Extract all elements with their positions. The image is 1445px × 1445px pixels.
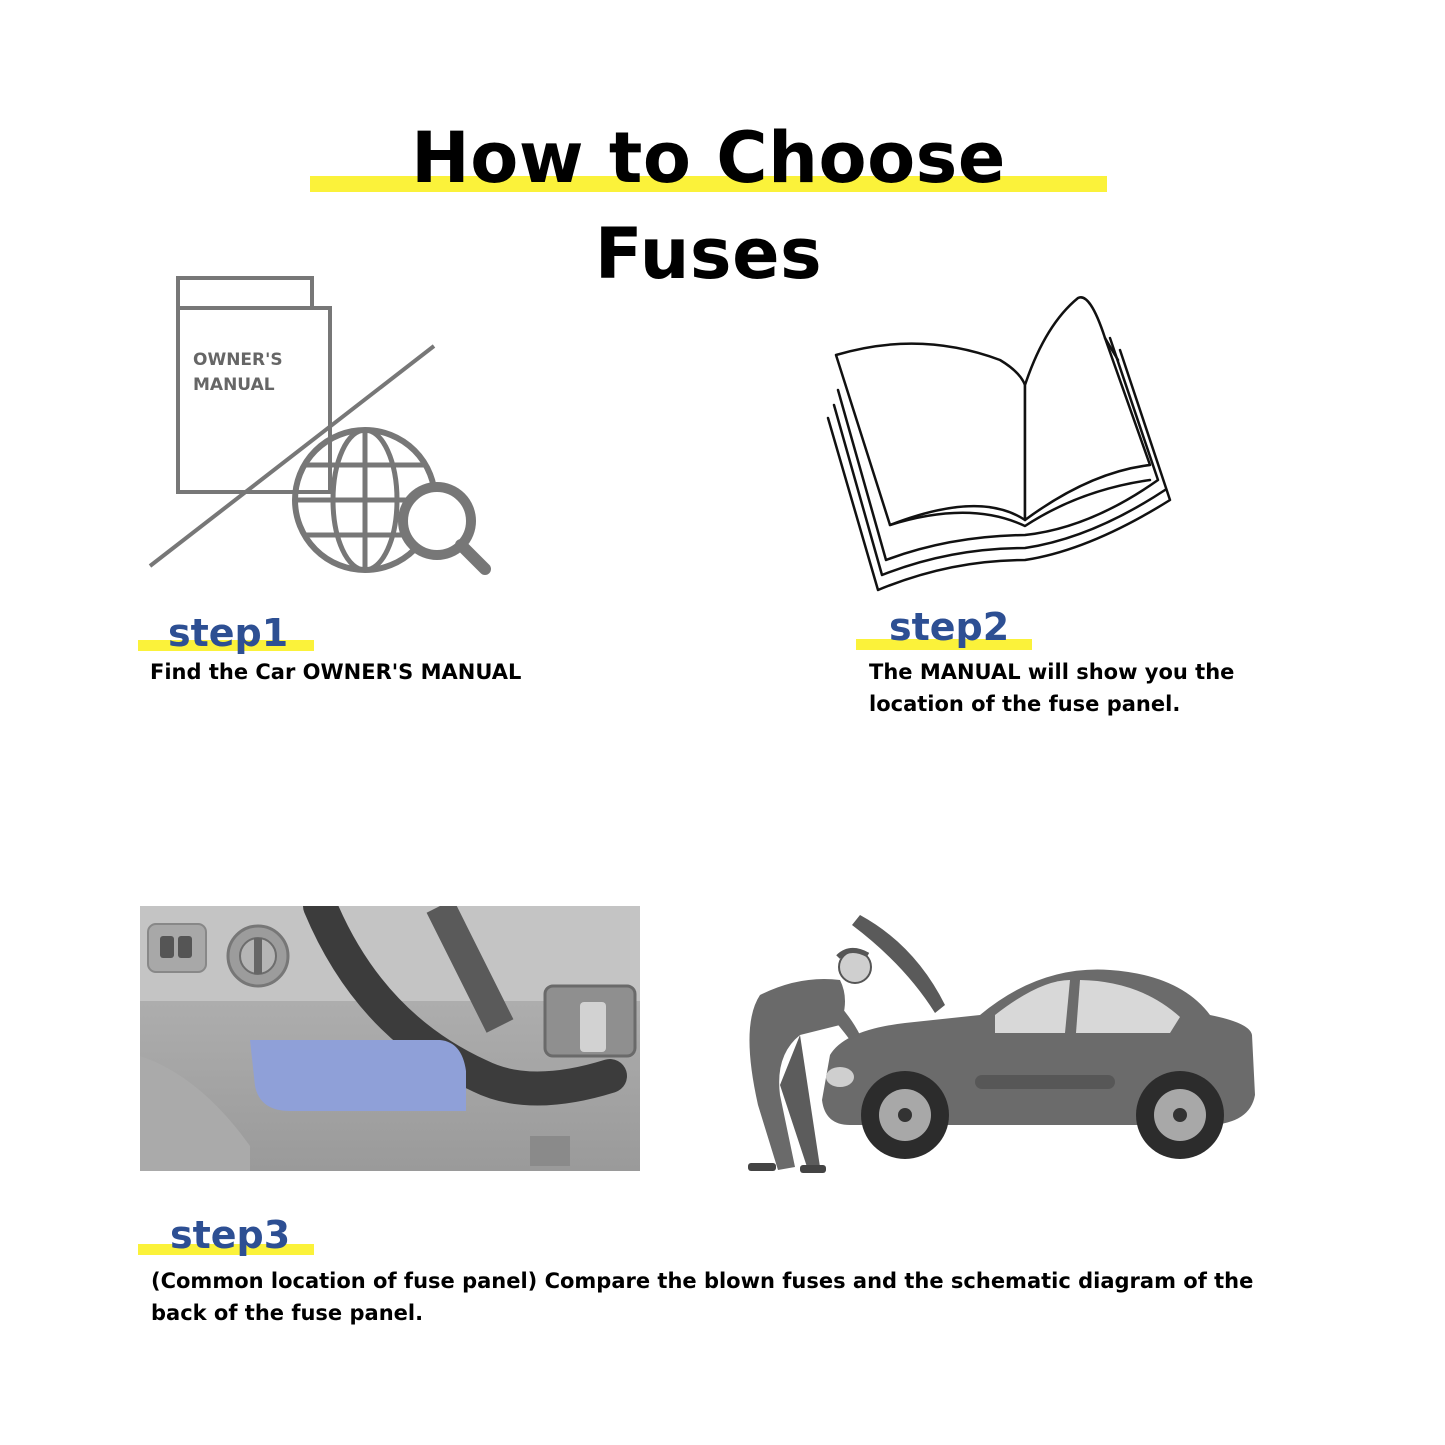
step3-text-line1: (Common location of fuse panel) Compare the blown fuses and the schematic diagram of the xyxy=(151,1269,1254,1293)
car-dashboard-fuse-panel-image xyxy=(140,906,640,1171)
step1-text: Find the Car OWNER'S MANUAL xyxy=(150,660,522,684)
mechanic-car-hood-icon xyxy=(740,905,1260,1180)
manual-web-search-icon xyxy=(140,270,500,580)
step1-label: step1 xyxy=(168,611,289,655)
step3-text-line2: back of the fuse panel. xyxy=(151,1301,424,1325)
manual-cover-line1: OWNER'S xyxy=(193,350,283,370)
step2-label: step2 xyxy=(889,605,1010,649)
step2-text-line2: location of the fuse panel. xyxy=(869,692,1181,716)
step3-label: step3 xyxy=(170,1213,291,1257)
page-title: How to Choose Fuses xyxy=(411,117,1006,295)
manual-cover-line2: MANUAL xyxy=(193,375,275,395)
step2-text-line1: The MANUAL will show you the xyxy=(869,660,1235,684)
open-book-icon xyxy=(820,290,1180,600)
